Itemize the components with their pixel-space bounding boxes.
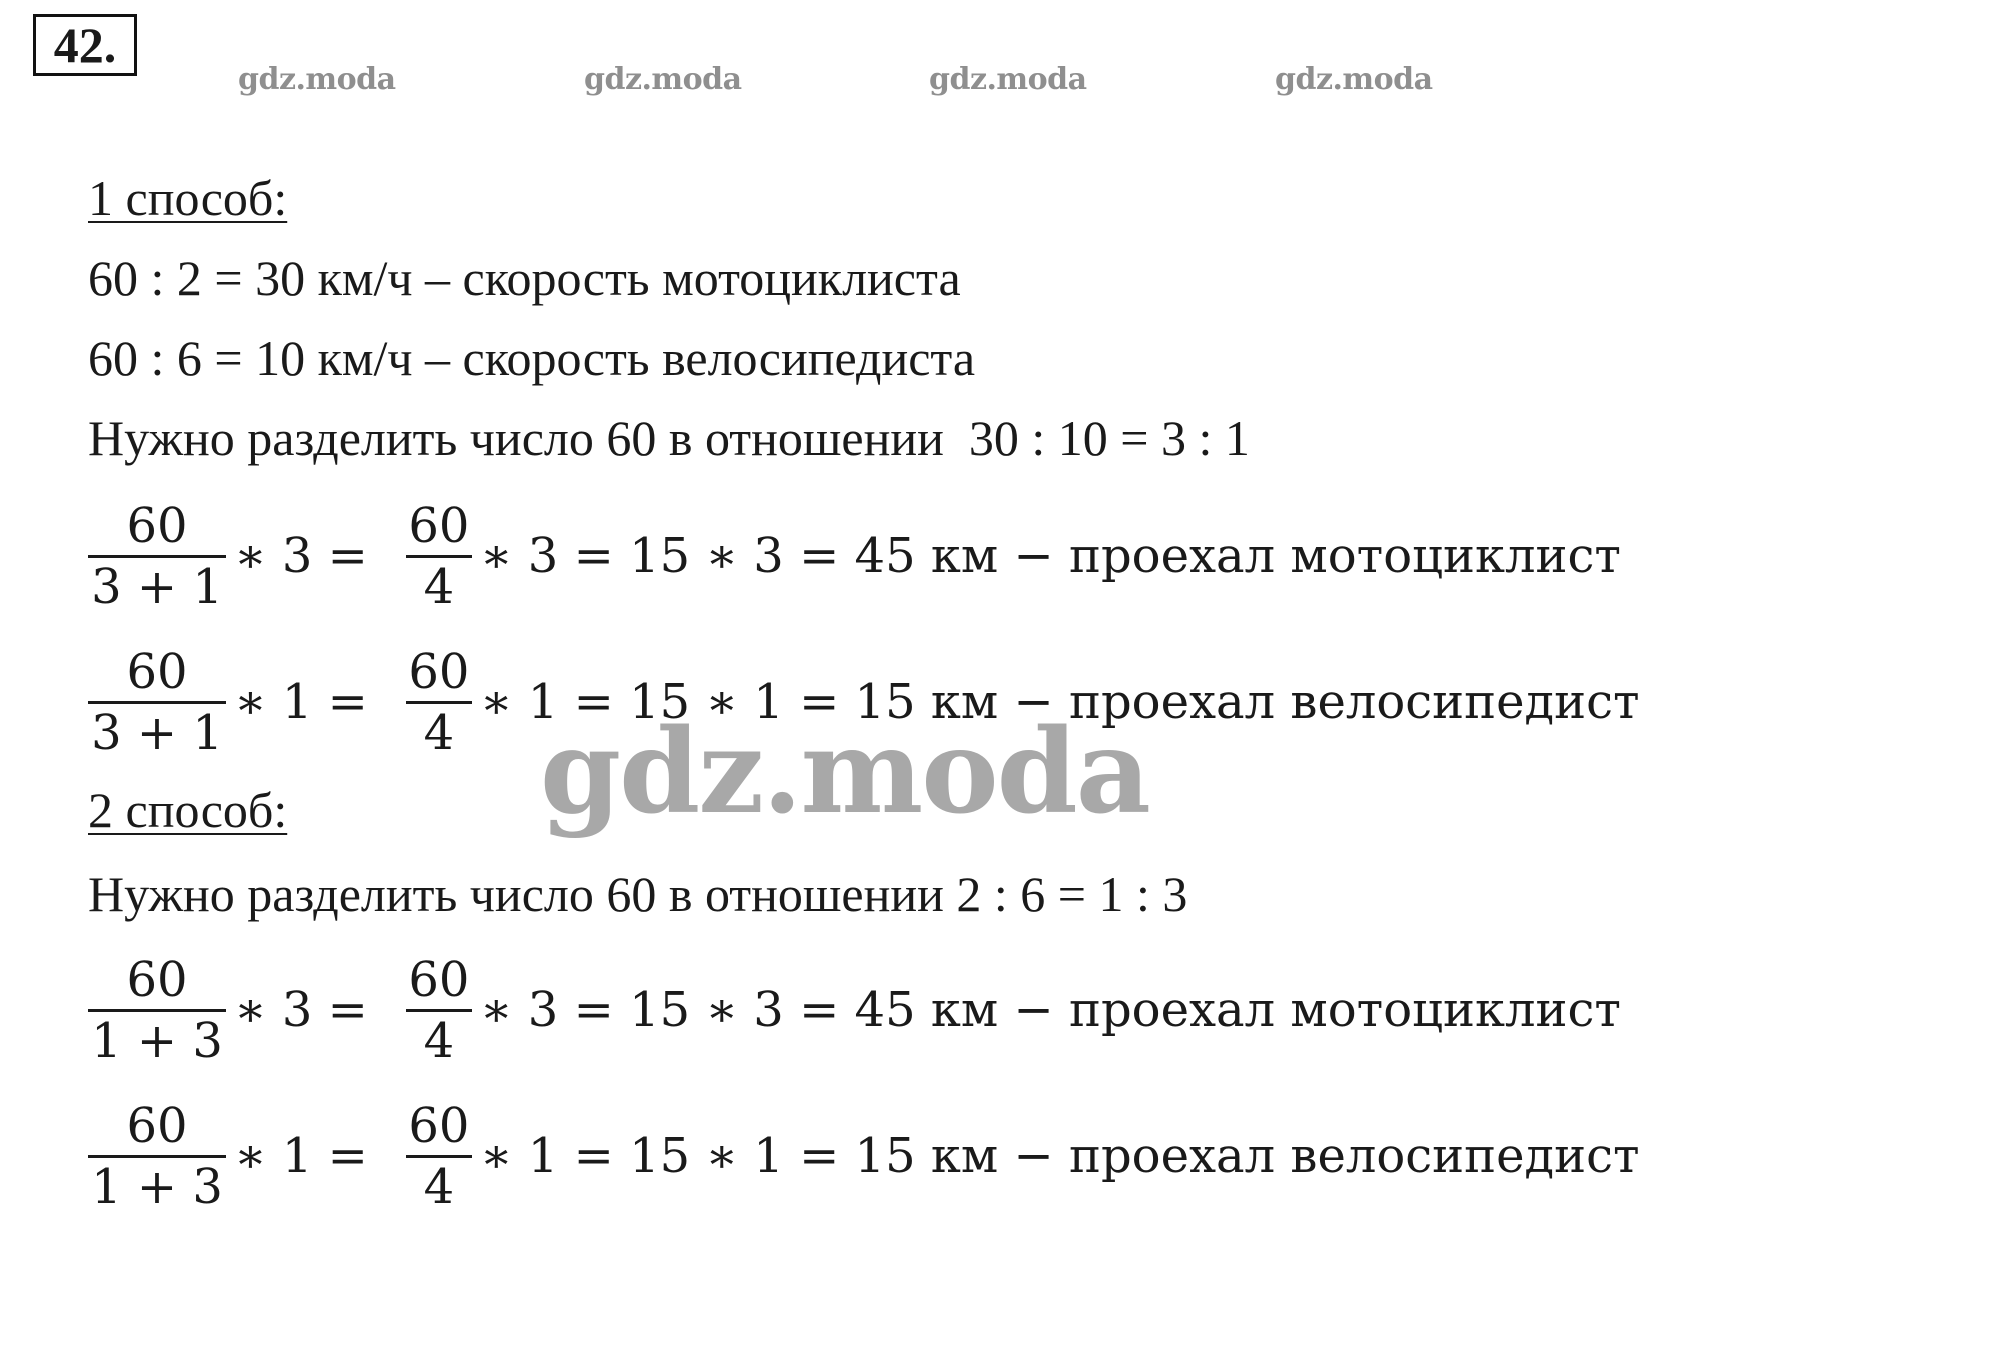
fraction: $\frac{60}{1 + 3}$ (88, 1097, 226, 1216)
watermark-large: gdz.moda (540, 704, 1149, 840)
fraction: $\frac{60}{4}$ (406, 497, 472, 616)
fraction: $\frac{60}{1 + 3}$ (88, 951, 226, 1070)
method1-line-ratio: Нужно разделить число 60 в отношении 30 : 10 = 3 : 1 (88, 410, 1250, 466)
fraction: $\frac{60}{4}$ (406, 951, 472, 1070)
method2-equation-moto: $\frac{60}{1 + 3}$ ∗ 3 = $\frac{60}{4}$ ∗ 3 = 15 ∗ 3 = 45 км − проехал мотоциклист (88, 944, 1629, 1076)
method2-line-ratio: Нужно разделить число 60 в отношении 2 : 6 = 1 : 3 (88, 866, 1188, 922)
task-number: 42. (33, 14, 137, 76)
method1-equation-moto: $\frac{60}{3 + 1}$ ∗ 3 = $\frac{60}{4}$ ∗ 3 = 15 ∗ 3 = 45 км − проехал мотоциклист (88, 490, 1629, 622)
fraction: $\frac{60}{4}$ (406, 1097, 472, 1216)
fraction: $\frac{60}{3 + 1}$ (88, 643, 226, 762)
watermark-small-1: gdz.moda (238, 62, 396, 97)
method1-heading: 1 способ: (88, 170, 288, 226)
fraction: $\frac{60}{3 + 1}$ (88, 497, 226, 616)
method1-equation-bike: $\frac{60}{3 + 1}$ ∗ 1 = $\frac{60}{4}$ ∗ 1 = 15 ∗ 1 = 15 км − проехал велосипедист (88, 636, 1648, 768)
watermark-small-3: gdz.moda (929, 62, 1087, 97)
method2-heading: 2 способ: (88, 782, 288, 838)
method2-equation-bike: $\frac{60}{1 + 3}$ ∗ 1 = $\frac{60}{4}$ ∗ 1 = 15 ∗ 1 = 15 км − проехал велосипедист (88, 1090, 1648, 1222)
watermark-small-4: gdz.moda (1275, 62, 1433, 97)
fraction: $\frac{60}{4}$ (406, 643, 472, 762)
method1-line-speed-bike: 60 : 6 = 10 км/ч – скорость велосипедиста (88, 330, 976, 386)
method1-line-speed-moto: 60 : 2 = 30 км/ч – скорость мотоциклиста (88, 250, 961, 306)
watermark-small-2: gdz.moda (584, 62, 742, 97)
